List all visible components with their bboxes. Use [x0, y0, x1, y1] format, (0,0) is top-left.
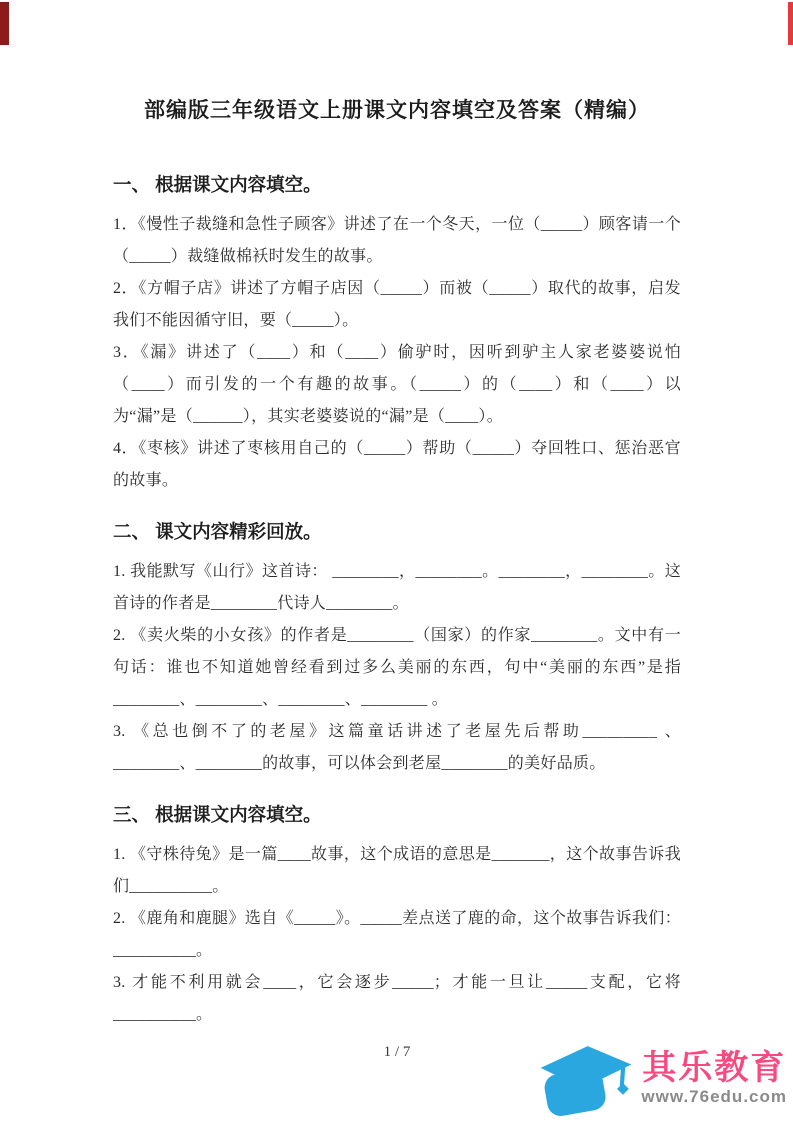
- brand-logo: [535, 1036, 787, 1120]
- section-two-heading: 二、 课文内容精彩回放。: [113, 521, 322, 542]
- question-item: 3. 才能不利用就会____，它会逐步_____；才能一旦让_____支配，它将__________。: [113, 974, 681, 1023]
- section-three: [113, 800, 681, 1031]
- question-item: 3. 《总也倒不了的老屋》这篇童话讲述了老屋先后帮助_________ 、________、________的故事，可以体会到老屋________的美好品质。: [113, 723, 681, 772]
- section-three-heading: 三、 根据课文内容填空。: [113, 804, 322, 825]
- question-item: 1．《慢性子裁缝和急性子顾客》讲述了在一个冬天，一位（_____）顾客请一个（_____）裁缝做棉袄时发生的故事。: [113, 216, 681, 265]
- corner-mark-right: [788, 2, 793, 45]
- question-item: 4．《枣核》讲述了枣核用自己的（_____）帮助（_____）夺回牲口、惩治恶官的故事。: [113, 440, 681, 489]
- question-item: 3．《漏》讲述了（____）和（____）偷驴时，因听到驴主人家老婆婆说怕（____）而引发的一个有趣的故事。（_____）的（____）和（____）以为“漏”是（______），其实老婆婆说的“漏”是（____）。: [113, 344, 681, 425]
- question-item: 2. 《卖火柴的小女孩》的作者是________（国家）的作家________。文中有一句话：谁也不知道她曾经看到过多么美丽的东西，句中“美丽的东西”是指________、________、________、________ 。: [113, 627, 681, 708]
- page-number: 1 / 7: [383, 1044, 411, 1060]
- brand-text: [641, 1049, 787, 1107]
- section-one-heading: 一、 根据课文内容填空。: [113, 174, 322, 195]
- question-item: 1. 《守株待兔》是一篇____故事，这个成语的意思是_______，这个故事告诉我们__________。: [113, 846, 681, 895]
- document-page: [113, 0, 681, 1068]
- corner-mark-left: [0, 2, 9, 45]
- question-item: 1. 我能默写《山行》这首诗： ________，________。________，________。这首诗的作者是________代诗人________。: [113, 563, 681, 612]
- section-one: [113, 170, 681, 497]
- question-item: 2．《方帽子店》讲述了方帽子店因（_____）而被（_____）取代的故事，启发我们不能因循守旧，要（_____）。: [113, 280, 681, 329]
- section-two: [113, 517, 681, 780]
- graduation-cap-icon: [535, 1036, 637, 1120]
- page-title: 部编版三年级语文上册课文内容填空及答案（精编）: [144, 99, 650, 122]
- brand-website: www.76edu.com: [641, 1087, 787, 1106]
- brand-name: 其乐教育: [642, 1049, 787, 1087]
- question-item: 2. 《鹿角和鹿腿》选自《_____》。_____差点送了鹿的命，这个故事告诉我们：__________。: [113, 910, 681, 959]
